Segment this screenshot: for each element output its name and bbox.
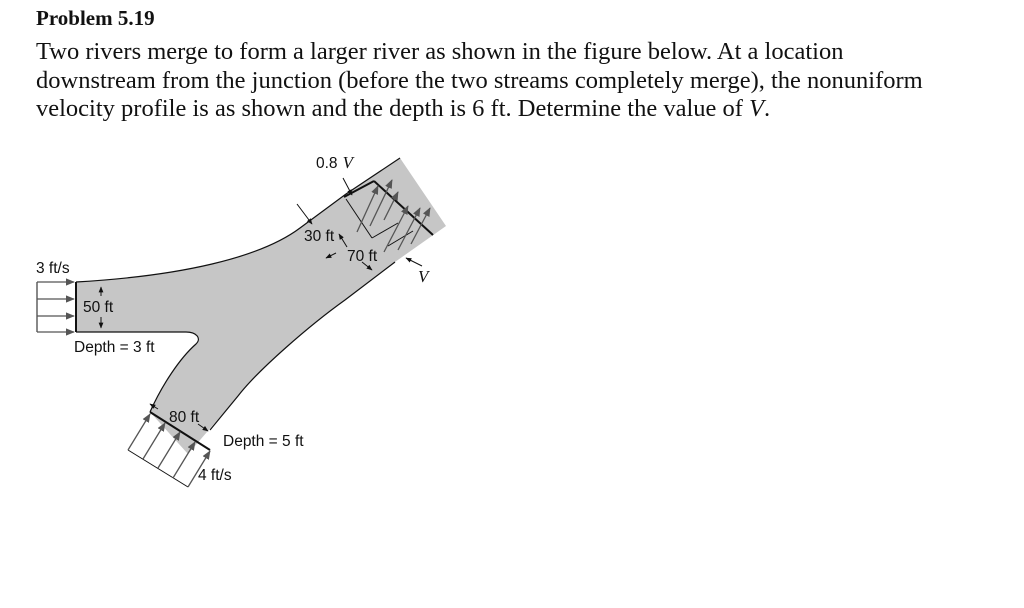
statement-line-1: Two rivers merge to form a larger river as shown in the figure below. At a location bbox=[36, 38, 844, 65]
bottom-depth-label: Depth = 5 ft bbox=[223, 433, 304, 450]
left-velocity-label: 3 ft/s bbox=[36, 260, 70, 277]
variable-v: V bbox=[749, 95, 765, 122]
slow-width-pointer bbox=[297, 204, 312, 224]
statement-line-2: downstream from the junction (before the two streams completely merge), the nonuniform bbox=[36, 66, 923, 94]
outlet-slow-velocity-var: V bbox=[342, 153, 353, 172]
statement-line-3-text: velocity profile is as shown and the depth is bbox=[36, 95, 473, 122]
bottom-velocity-label: 4 ft/s bbox=[198, 467, 232, 484]
problem-title: Problem 5.19 bbox=[36, 6, 155, 30]
bottom-width-label: 80 ft bbox=[169, 409, 200, 426]
outlet-fast-width-label: 70 ft bbox=[347, 248, 378, 265]
river-water bbox=[76, 158, 446, 454]
depth-value: 6 ft bbox=[472, 95, 506, 122]
outlet-slow-velocity-label bbox=[316, 153, 356, 172]
fast-velocity-pointer bbox=[406, 258, 422, 266]
left-width-label: 50 ft bbox=[83, 299, 114, 316]
left-velocity-profile bbox=[37, 282, 74, 332]
outlet-slow-width-label: 30 ft bbox=[304, 228, 335, 245]
statement-end: . bbox=[764, 95, 771, 122]
left-depth-label: Depth = 3 ft bbox=[74, 339, 155, 356]
outlet-slow-velocity-coef: 0.8 bbox=[316, 155, 338, 172]
outlet-fast-velocity-label: V bbox=[418, 267, 429, 286]
statement-line-3-mid: . Determine the value of bbox=[505, 95, 750, 122]
